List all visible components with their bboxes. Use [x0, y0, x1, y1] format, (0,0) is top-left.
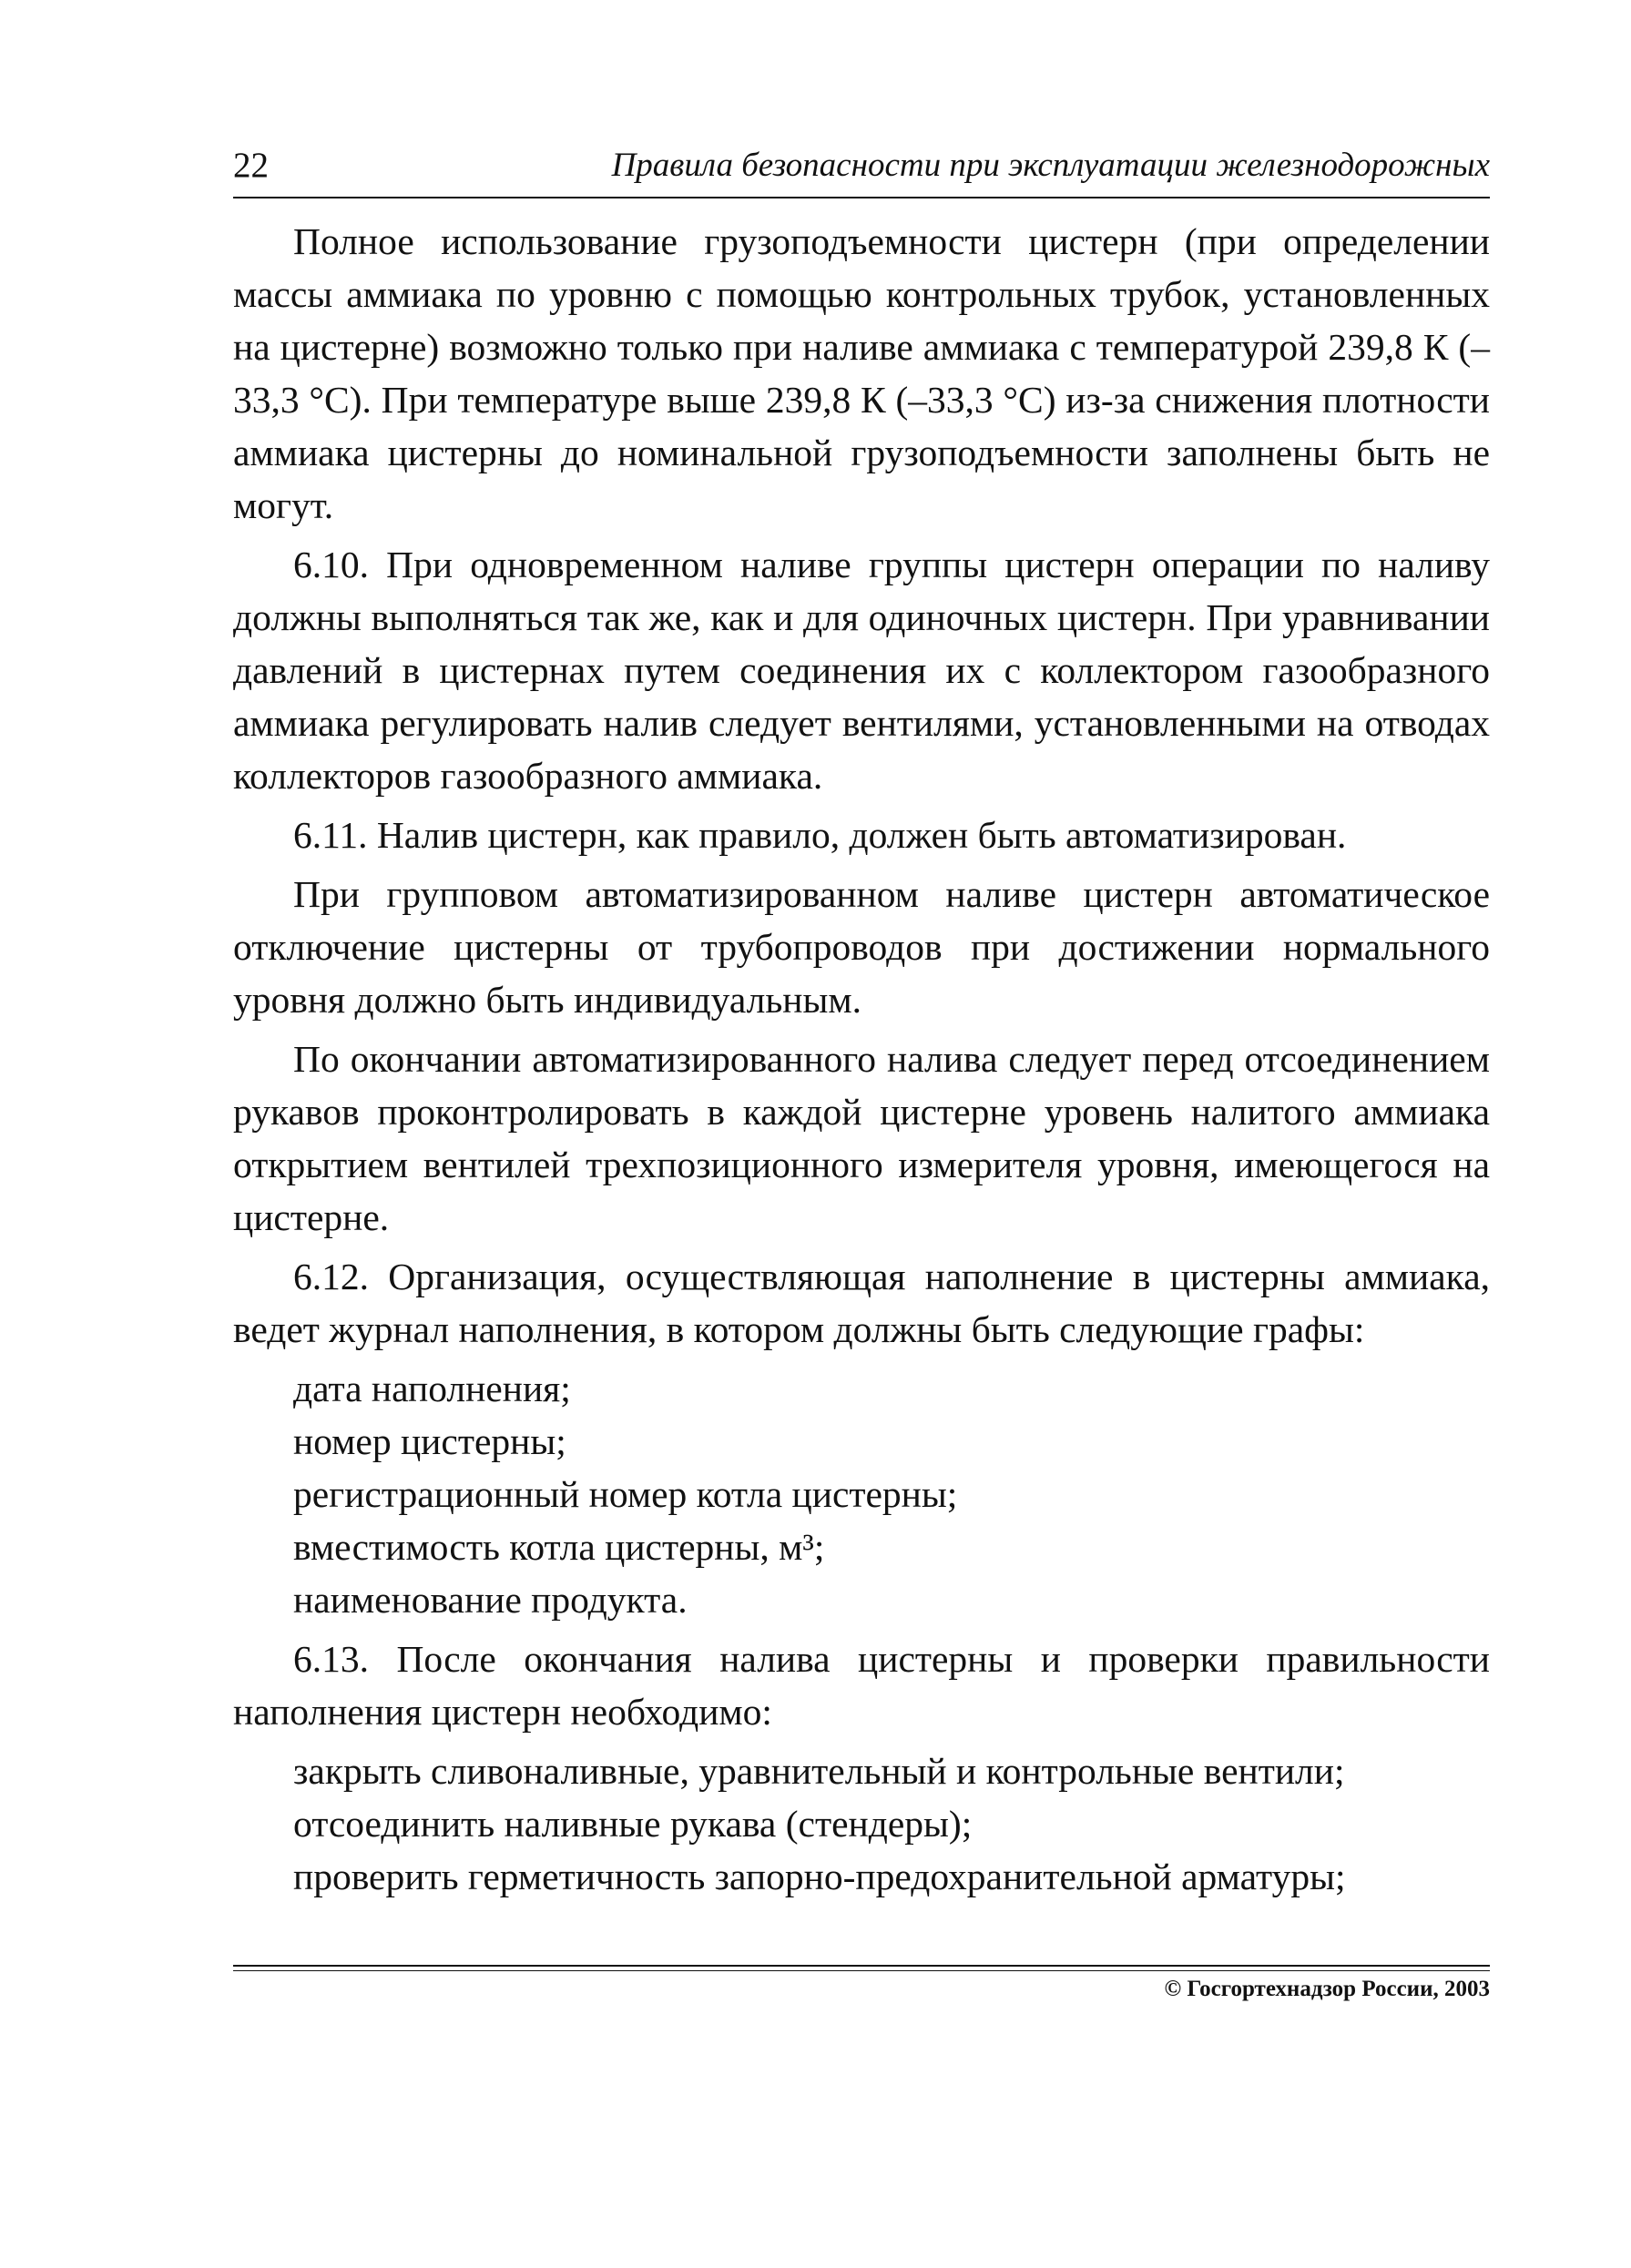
copyright-notice: © Госгортехнадзор России, 2003: [1164, 1977, 1490, 2001]
paragraph-full-capacity: Полное использование грузоподъемности цистерн (при определении массы аммиака по уровню с помощью контрольных трубок, установленных на цистерне) возможно только при наливе аммиака с температурой 239,8 К (–33,3 °С). При температуре выше 239,8 К (–33,3 °С) из-за снижения плотности аммиака цистерны до номинальной грузоподъемности заполнены быть не могут.: [233, 220, 1490, 526]
list-item: номер цистерны;: [293, 1420, 566, 1462]
list-item: регистрационный номер котла цистерны;: [293, 1473, 958, 1515]
list-item: проверить герметичность запорно-предохранительной арматуры;: [293, 1856, 1346, 1897]
running-title: Правила безопасности при эксплуатации железнодорожных: [611, 147, 1490, 184]
footer-divider: [233, 1965, 1490, 1967]
list-item: дата наполнения;: [293, 1368, 571, 1409]
list-item: вместимость котла цистерны, м³;: [293, 1526, 825, 1568]
actions-list: [233, 1744, 1490, 1903]
paragraph-6-12: 6.12. Организация, осуществляющая наполнение в цистерны аммиака, ведет журнал наполнения, в котором должны быть следующие графы:: [233, 1256, 1490, 1350]
paragraph-6-10: 6.10. При одновременном наливе группы цистерн операции по наливу должны выполняться так же, как и для одиночных цистерн. При уравнивании давлений в цистернах путем соединения их с коллектором газообразного аммиака регулировать налив следует вентилями, установленными на отводах коллекторов газообразного аммиака.: [233, 544, 1490, 797]
footer-divider-thin: [233, 1970, 1490, 1971]
journal-columns-list: [233, 1362, 1490, 1626]
list-item: закрыть сливоналивные, уравнительный и контрольные вентили;: [293, 1750, 1345, 1792]
paragraph-6-11: 6.11. Налив цистерн, как правило, должен быть автоматизирован.: [293, 814, 1347, 856]
paragraph-level-check: По окончании автоматизированного налива следует перед отсоединением рукавов проконтролировать в каждой цистерне уровень налитого аммиака открытием вентилей трехпозиционного измерителя уровня, имеющегося на цистерне.: [233, 1038, 1490, 1238]
body-text: [233, 215, 1490, 1909]
header-divider: [233, 197, 1490, 198]
paragraph-6-13: 6.13. После окончания налива цистерны и проверки правильности наполнения цистерн необходимо:: [233, 1638, 1490, 1733]
page-header: [233, 144, 1490, 198]
page-number: 22: [233, 146, 269, 185]
list-item: отсоединить наливные рукава (стендеры);: [293, 1803, 973, 1845]
paragraph-group-filling: При групповом автоматизированном наливе цистерн автоматическое отключение цистерны от трубопроводов при достижении нормального уровня должно быть индивидуальным.: [233, 873, 1490, 1021]
list-item: наименование продукта.: [293, 1579, 688, 1621]
